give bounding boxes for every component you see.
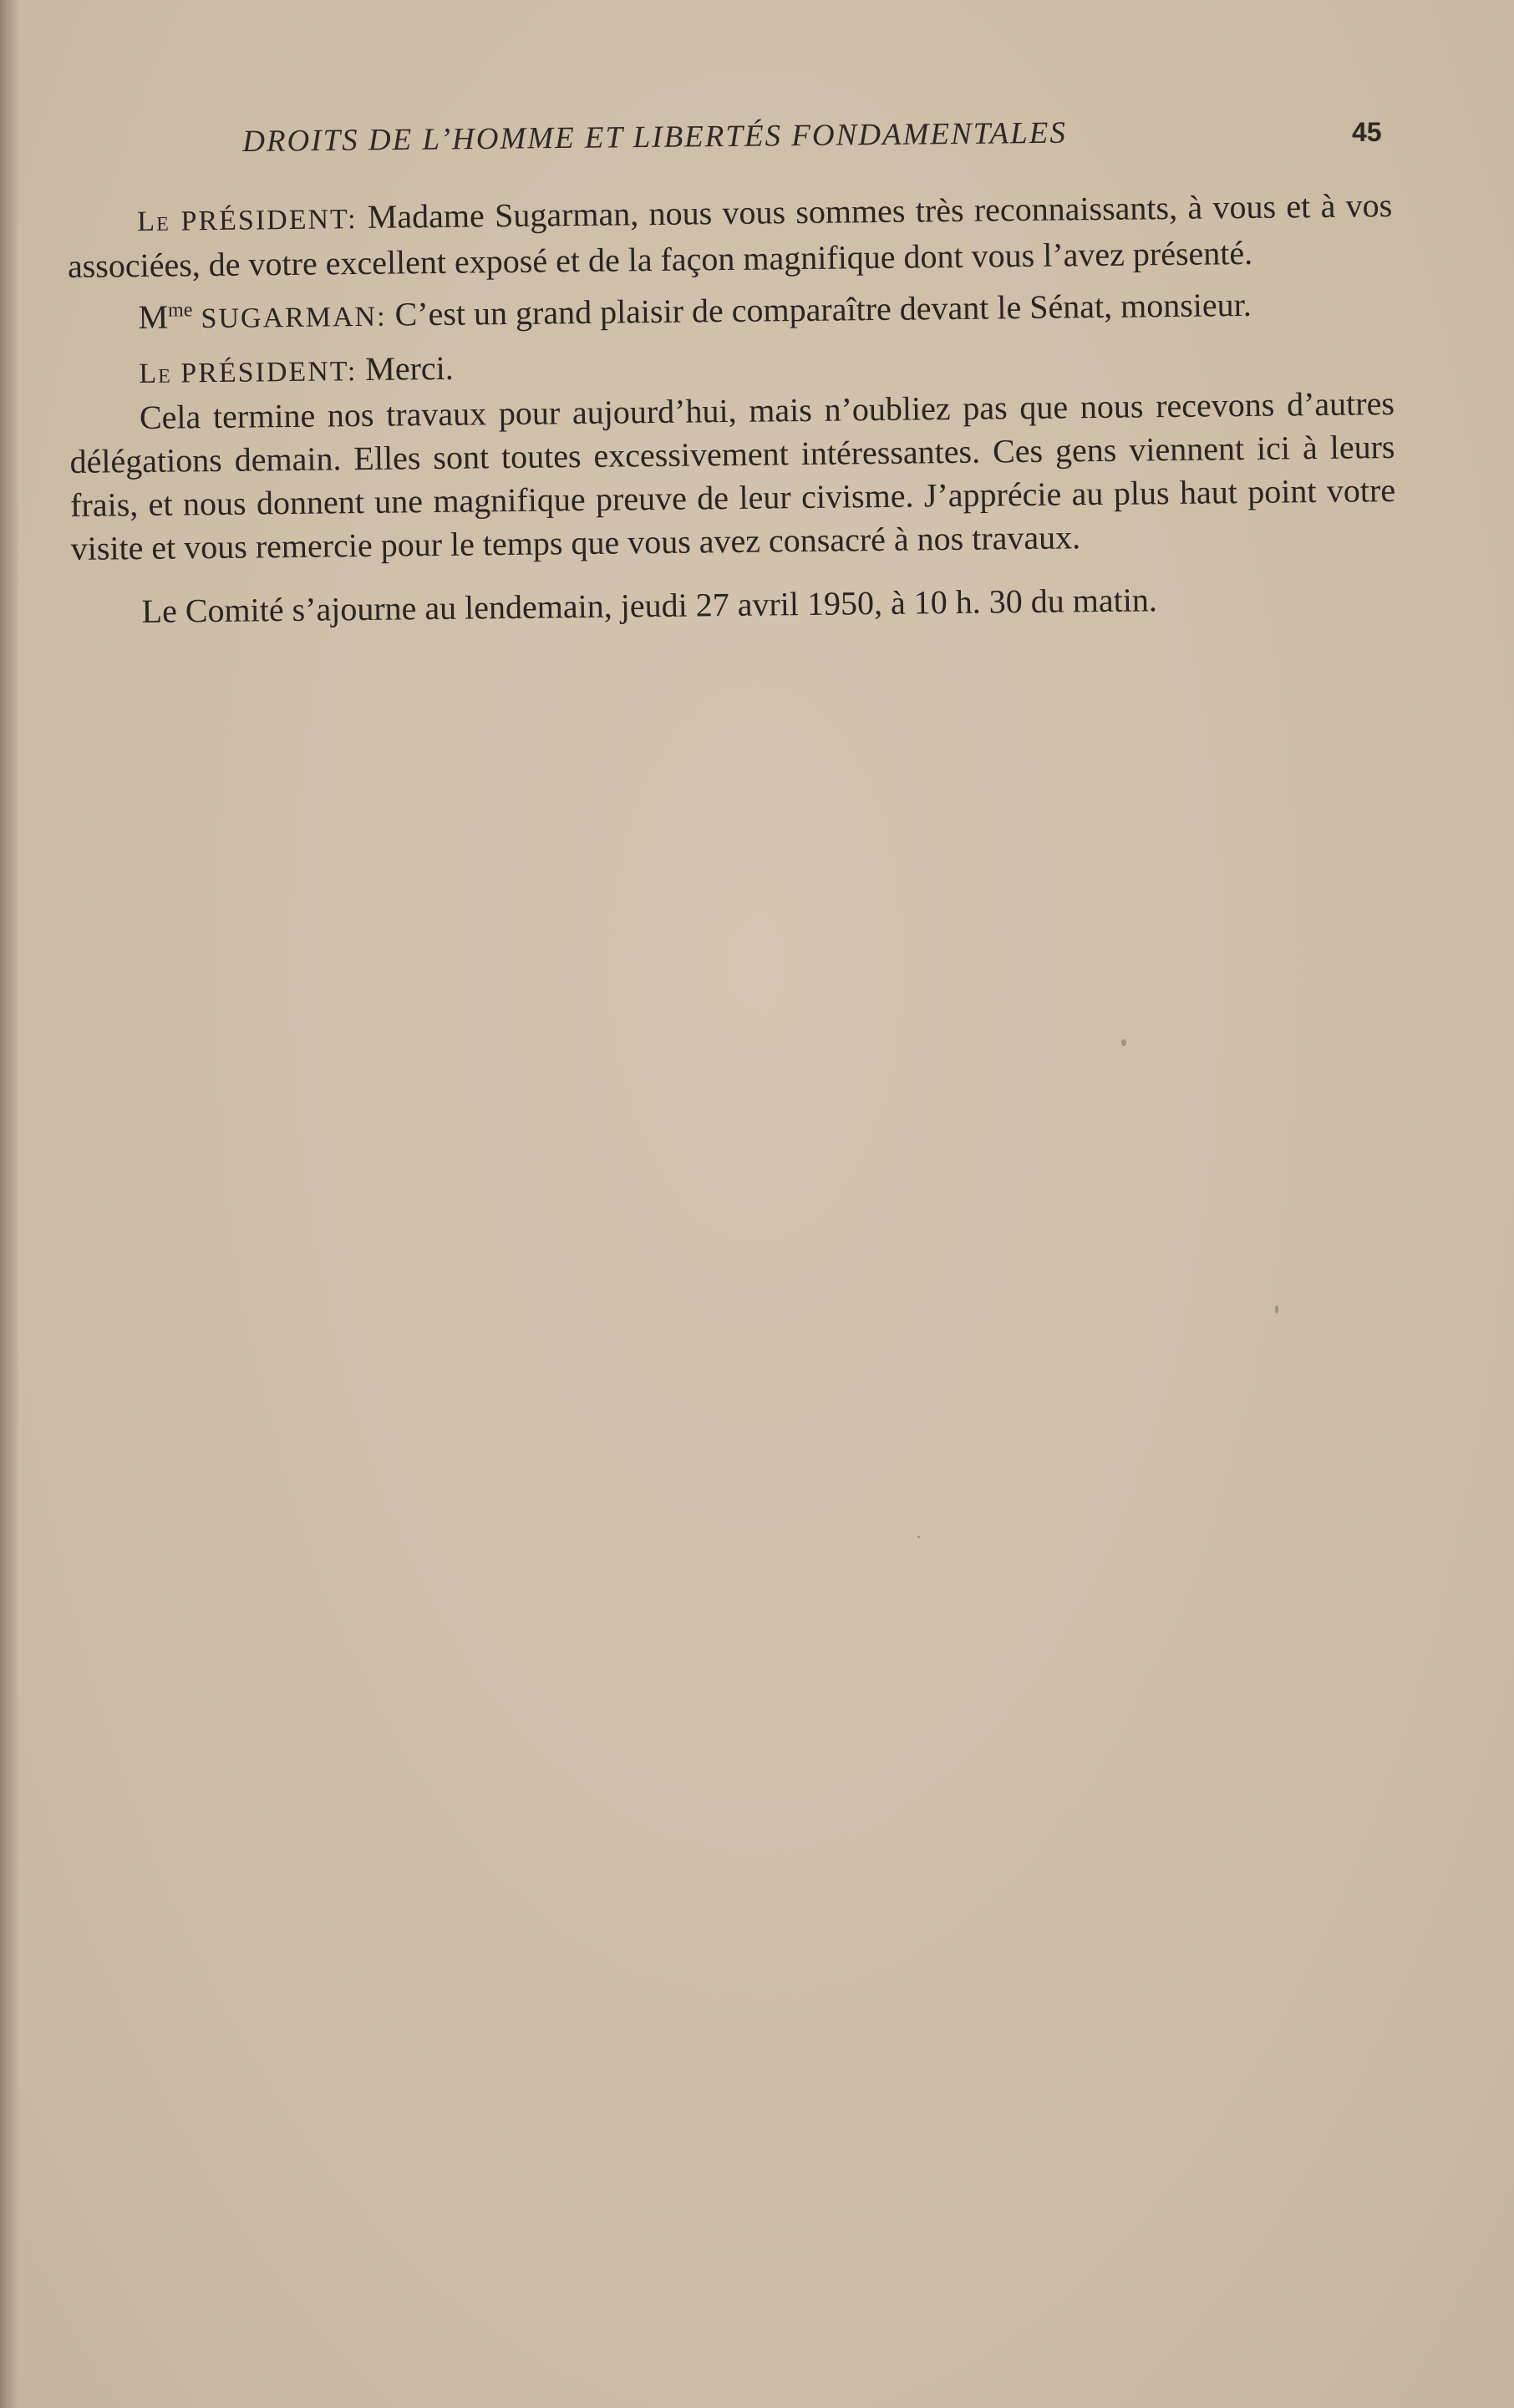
paragraph-sugarman-reply (68, 282, 1394, 343)
running-title: DROITS DE L’HOMME ET LIBERTÉS FONDAMENTALES (242, 115, 1068, 159)
speaker-prefix: M (138, 297, 169, 337)
paper-speck (1121, 1039, 1126, 1046)
paragraph-president-thanks (67, 184, 1393, 288)
paragraph-text: Cela termine nos travaux pour aujourd’hui, mais n’oubliez pas que nous recevons d’autres délégations demain. Elles sont toutes excessivement intéressantes. Ces gens viennent ici à leurs frais, et nous donnent une magnifique preuve de leur civisme. J’apprécie au plus haut point votre visite et vous remercie pour le temps que vous avez consacré à nos travaux. (69, 384, 1396, 567)
binding-edge-shadow (0, 0, 18, 2408)
page-number: 45 (1352, 117, 1382, 147)
speaker-superscript: me (167, 299, 193, 322)
paragraph-text: Madame Sugarman, nous vous sommes très reconnaissants, à vous et à vos associées, de votre excellent exposé et de la façon magnifique dont vous l’avez présenté. (67, 186, 1393, 285)
paragraph-text: C’est un grand plaisir de comparaître devant le Sénat, monsieur. (394, 285, 1252, 333)
speaker-label: SUGARMAN: (201, 301, 387, 335)
paper-speck (1275, 1305, 1278, 1313)
paragraph-text: Merci. (364, 348, 455, 388)
speaker-label: Le PRÉSIDENT: (137, 204, 358, 238)
paragraph-closing-remarks (69, 382, 1396, 571)
page-body (67, 184, 1397, 634)
speaker-label: Le PRÉSIDENT: (139, 356, 358, 390)
paper-speck (917, 1536, 920, 1538)
paragraph-text: Le Comité s’ajourne au lendemain, jeudi 27 avril 1950, à 10 h. 30 du matin. (141, 581, 1158, 631)
paragraph-adjournment (71, 576, 1396, 634)
